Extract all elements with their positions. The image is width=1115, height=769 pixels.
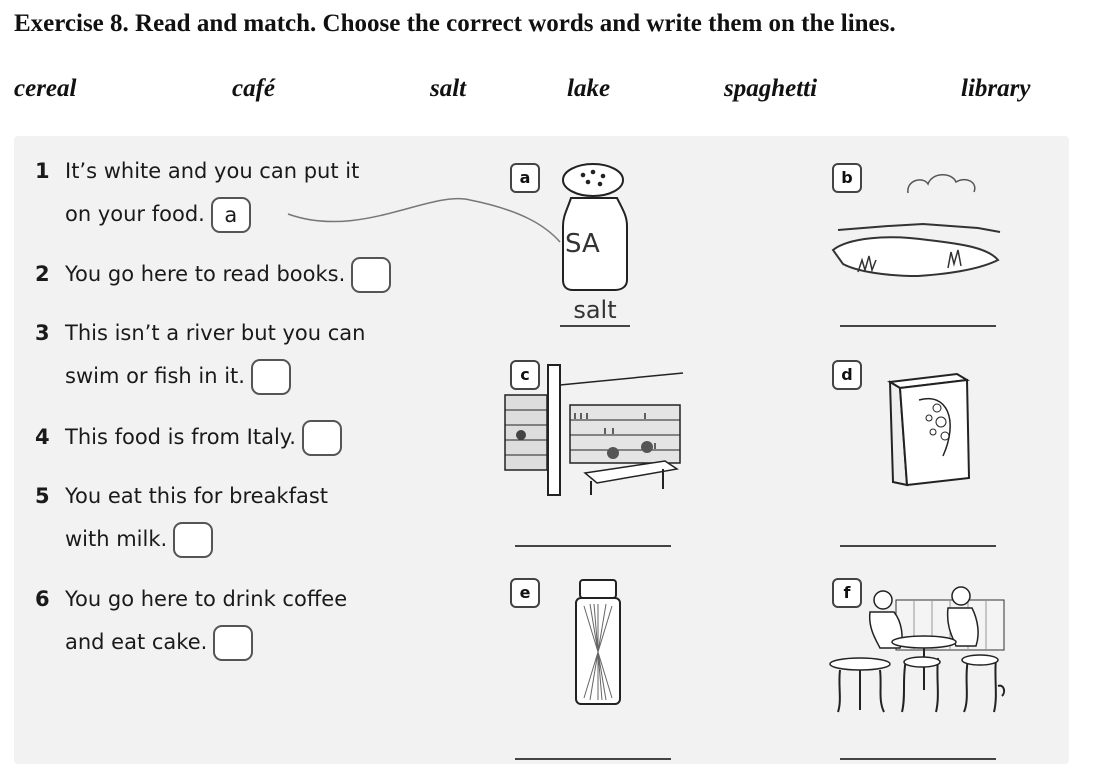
lake-icon — [828, 168, 1003, 288]
answer-box-2[interactable] — [351, 257, 391, 293]
answer-line-a[interactable] — [560, 325, 630, 327]
question-number: 2 — [35, 262, 50, 286]
cereal-box-icon — [885, 370, 975, 490]
written-answer-a: salt — [573, 296, 617, 324]
question-text: on your food. — [65, 202, 205, 226]
word-lake: lake — [567, 75, 611, 102]
question-text: and eat cake. — [65, 630, 208, 654]
question-text: This food is from Italy. — [65, 425, 296, 449]
answer-box-1[interactable]: a — [211, 197, 251, 233]
question-3 — [35, 312, 365, 398]
word-spaghetti: spaghetti — [724, 75, 818, 102]
cafe-icon — [828, 578, 1006, 718]
question-number: 1 — [35, 159, 50, 183]
exercise-title: Exercise 8. Read and match. Choose the correct words and write them on the lines. — [14, 10, 896, 37]
answer-box-6[interactable] — [213, 625, 253, 661]
picture-label-b: b — [832, 163, 862, 193]
word-cafe: café — [232, 75, 276, 102]
spaghetti-jar-icon — [570, 578, 630, 708]
question-text: swim or fish in it. — [65, 364, 245, 388]
picture-label-d: d — [832, 360, 862, 390]
question-5 — [35, 475, 328, 561]
picture-label-f: f — [832, 578, 862, 608]
question-number: 5 — [35, 484, 50, 508]
answer-line-e[interactable] — [515, 758, 671, 760]
picture-label-c: c — [510, 360, 540, 390]
answer-line-c[interactable] — [515, 545, 671, 547]
match-line — [0, 0, 1, 1]
question-number: 4 — [35, 425, 50, 449]
word-library: library — [961, 75, 1031, 102]
question-4 — [35, 416, 342, 459]
question-text: This isn’t a river but you can — [65, 321, 366, 345]
answer-line-b[interactable] — [840, 325, 996, 327]
picture-label-a: a — [510, 163, 540, 193]
answer-line-d[interactable] — [840, 545, 996, 547]
question-2 — [35, 253, 391, 296]
question-number: 6 — [35, 587, 50, 611]
question-text: You go here to drink coffee — [65, 587, 348, 611]
question-6 — [35, 578, 347, 664]
salt-shaker-icon — [555, 160, 635, 295]
answer-box-5[interactable] — [173, 522, 213, 558]
answer-box-3[interactable] — [251, 359, 291, 395]
question-text: with milk. — [65, 527, 168, 551]
question-text: You go here to read books. — [65, 262, 346, 286]
library-icon — [505, 365, 685, 500]
bottle-label: SA — [565, 229, 600, 259]
question-number: 3 — [35, 321, 50, 345]
picture-label-e: e — [510, 578, 540, 608]
answer-box-4[interactable] — [302, 420, 342, 456]
question-1 — [35, 150, 359, 236]
word-salt: salt — [430, 75, 467, 102]
question-text: You eat this for breakfast — [65, 484, 329, 508]
question-text: It’s white and you can put it — [65, 159, 360, 183]
answer-line-f[interactable] — [840, 758, 996, 760]
word-cereal: cereal — [14, 75, 77, 102]
